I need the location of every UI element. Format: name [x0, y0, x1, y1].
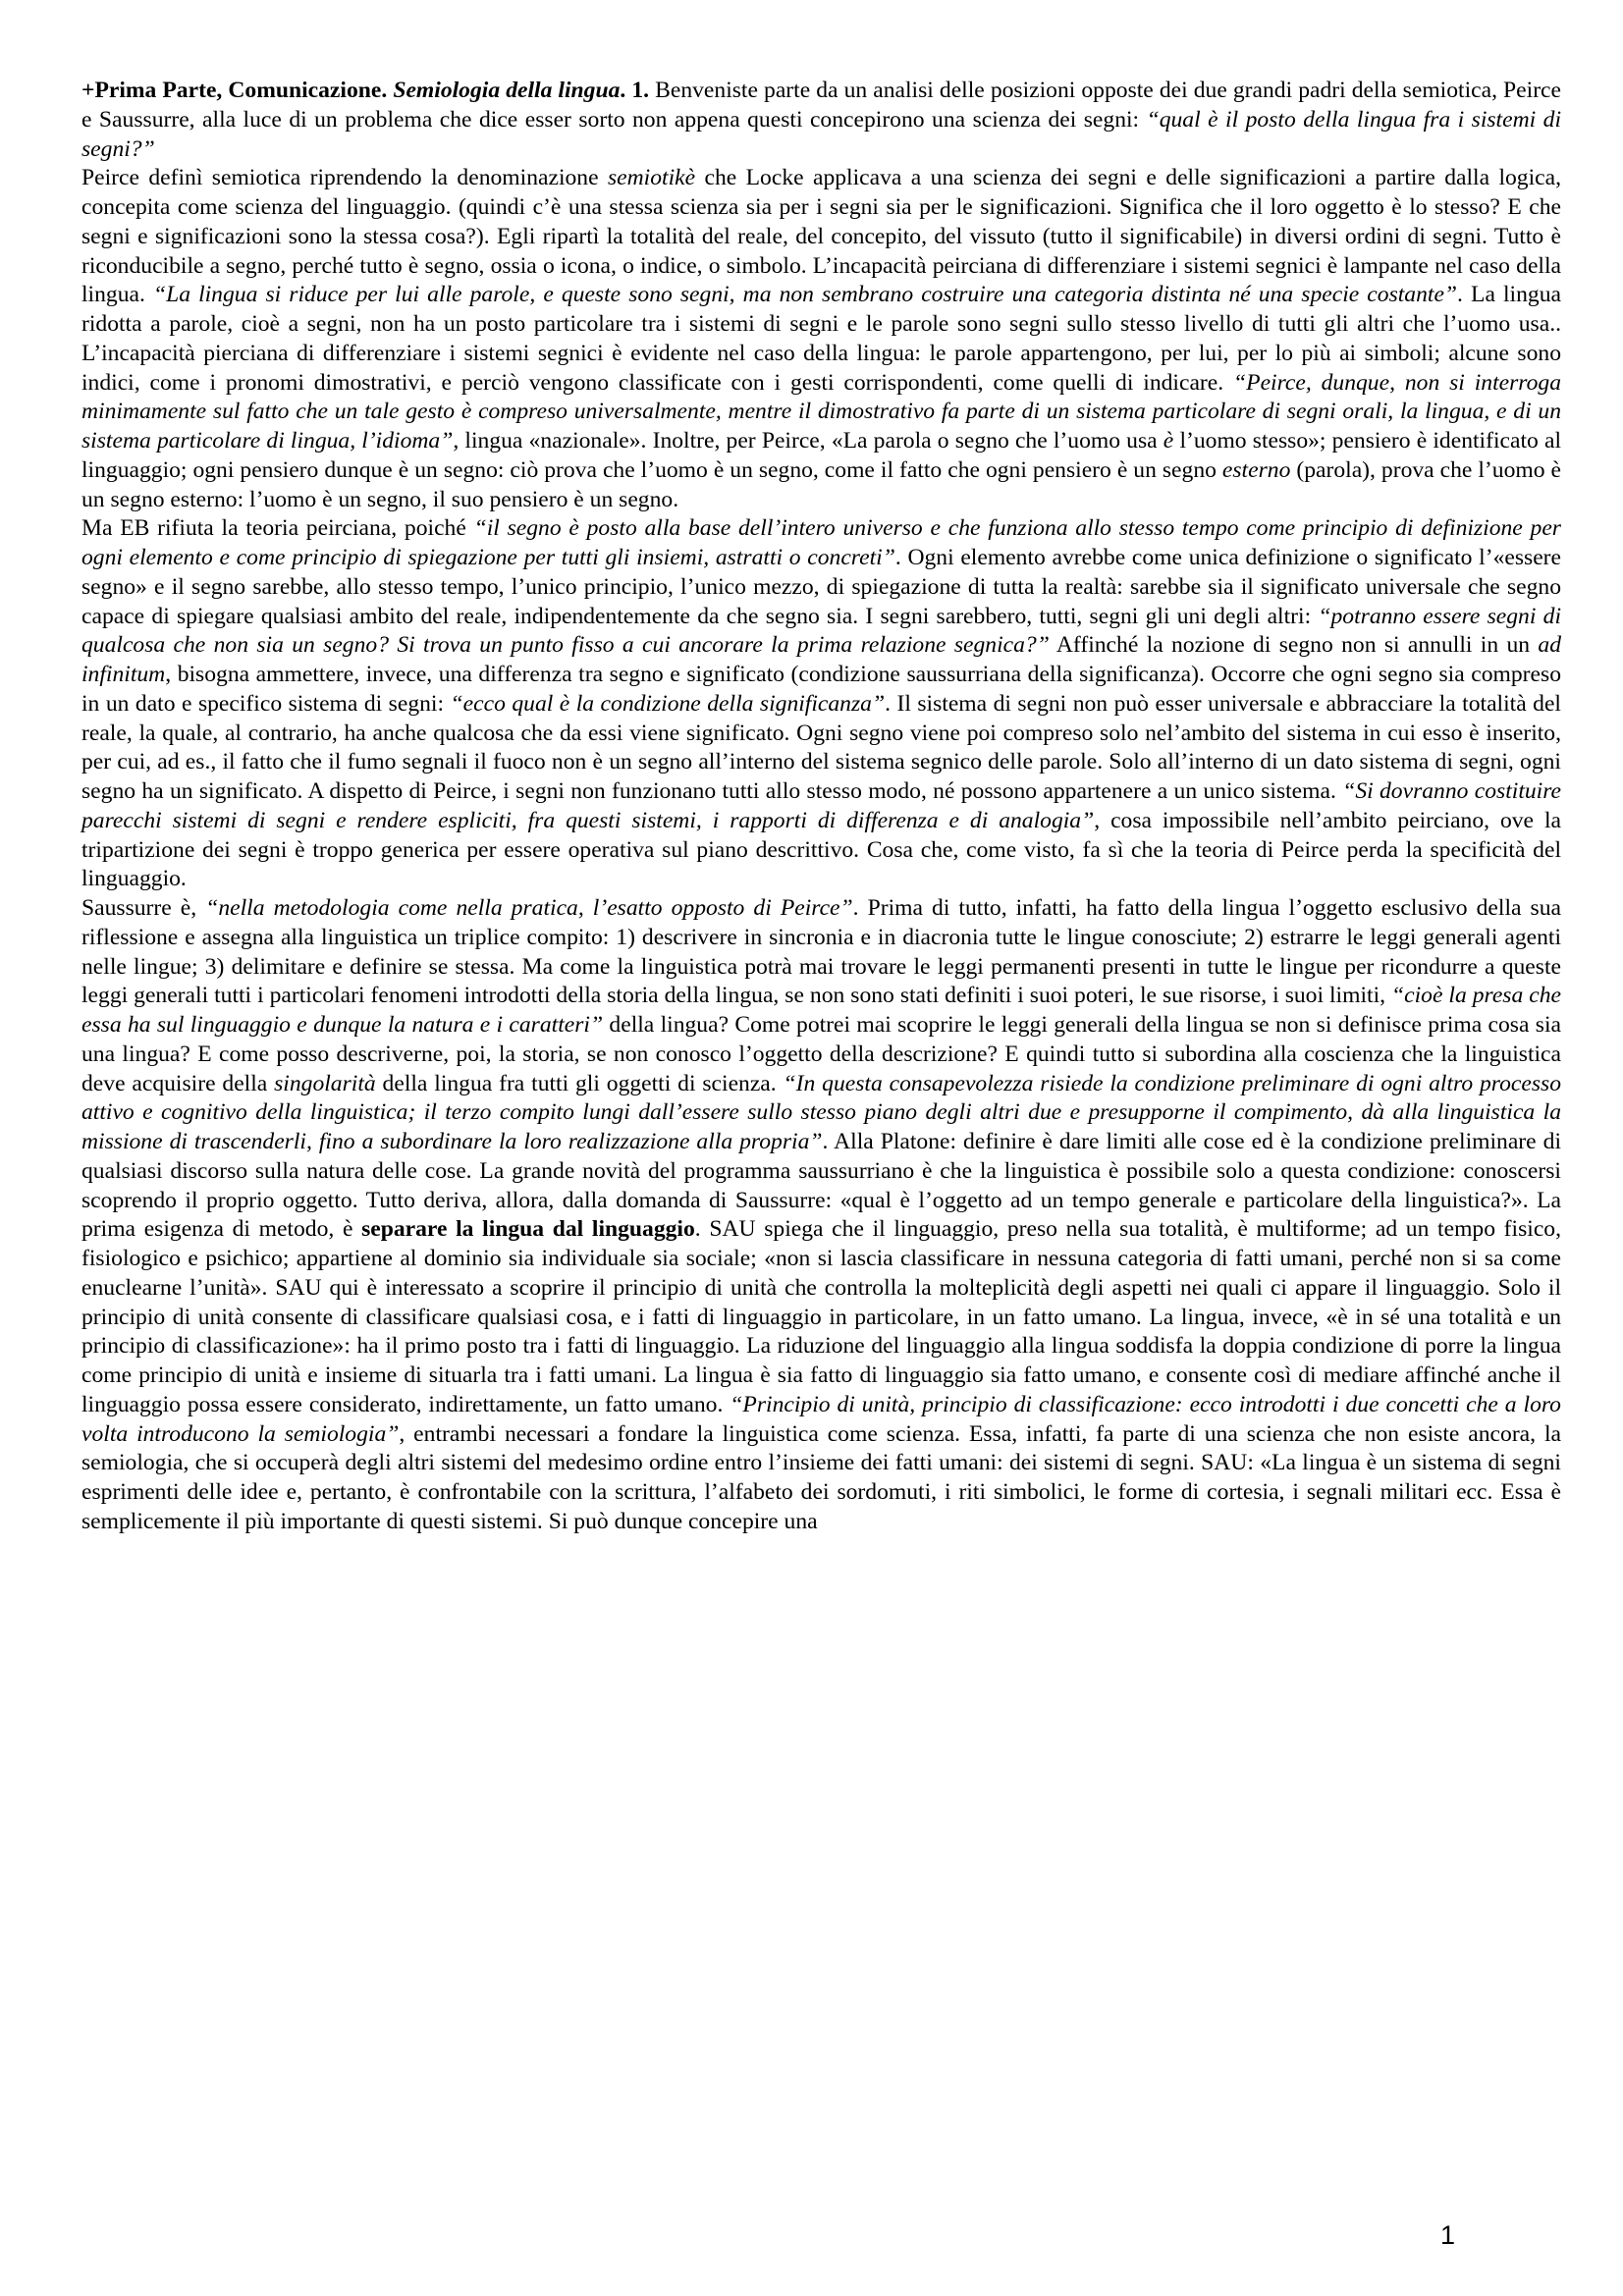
- bold-run: +Prima Parte, Comunicazione.: [81, 78, 394, 103]
- quote-run: “potranno essere segni di qualcosa che non sia un segno? Si trova un punto fisso a cui ancorare la prima relazione segnica?”: [81, 603, 1561, 659]
- text-run: . Ogni elemento avrebbe come unica definizione o significato l’«essere segno» e il segno sarebbe, allo stesso tempo, l’unico principio, l’unico mezzo, di spiegazione di tutta la realtà: sarebbe sia il significato universale che segno capace di spiegare qualsiasi ambito del reale, indipendentemente da che segno sia. I segni sarebbero, tutti, segni gli uni degli altri:: [81, 545, 1562, 629]
- text-run: Saussurre è,: [81, 895, 206, 921]
- paragraph-2: [81, 164, 1561, 514]
- text-run: . La lingua ridotta a parole, cioè a segni, non ha un posto particolare tra i sistemi di segni e le parole sono segni sullo stesso livello di tutti gli altri che l’uomo usa.. L’incapacità pierciana di differenziare i sistemi segnici è evidente nel caso della lingua: le parole appartengono, per lui, per lo più ai simboli; alcune sono indici, come i pronomi dimostrativi, e perciò vengono classificate con i gesti corrispondenti, come quelli di indicare.: [81, 282, 1561, 396]
- quote-run: “nella metodologia come nella pratica, l’esatto opposto di Peirce”: [205, 895, 853, 921]
- paragraph-3: [81, 514, 1561, 894]
- quote-run: “La lingua si riduce per lui alle parole, e queste sono segni, ma non sembrano costruire una categoria distinta né una specie costante”: [152, 282, 1458, 308]
- text-run: . Alla Platone: definire è dare limiti alle cose ed è la condizione preliminare di qualsiasi discorso sulla natura delle cose. La grande novità del programma saussurriano è che la linguistica è possibile solo a questa condizione: conoscersi scoprendo il proprio oggetto. Tutto deriva, allora, dalla domanda di Saussurre: «qual è l’oggetto ad un tempo generale e particolare della linguistica?». La prima esigenza di metodo, è: [81, 1129, 1561, 1243]
- text-run: della lingua? Come potrei mai scoprire le leggi generali della lingua se non si definisce prima cosa sia una lingua? E come posso descriverne, poi, la storia, se non conosco l’oggetto della descrizione? E quindi tutto si subordina alla coscienza che la linguistica deve acquisire della: [81, 1012, 1561, 1096]
- quote-run: “il segno è posto alla base dell’intero universo e che funziona allo stesso tempo come principio di definizione per ogni elemento e come principio di spiegazione per tutti gli insiemi, astratti o concreti”: [81, 515, 1561, 570]
- bold-run: . 1.: [620, 78, 650, 103]
- quote-run: esterno: [1221, 456, 1291, 483]
- quote-run: “qual è il posto della lingua fra i sistemi di segni?”: [81, 106, 1561, 162]
- text-run: Ma EB rifiuta la teoria peirciana, poiché: [81, 515, 474, 542]
- bold-run: Semiologia della lingua: [393, 78, 621, 103]
- text-run: , entrambi necessari a fondare la linguistica come scienza. Essa, infatti, fa parte di una scienza che non esiste ancora, la semiologia, che si occuperà degli altri sistemi del medesimo ordine entro l’insieme dei fatti umani: dei sistemi di segni. SAU: «La lingua è un sistema di segni esprimenti delle idee e, pertanto, è confrontabile con la scrittura, l’alfabeto dei sordomuti, i riti simbolici, le forme di cortesia, i segnali militari ecc. Essa è semplicemente il più importante di questi sistemi. Si può dunque concepire una: [81, 1420, 1561, 1534]
- quote-run: “Principio di unità, principio di classificazione: ecco introdotti i due concetti che a loro volta introducono la semiologia”: [81, 1391, 1561, 1447]
- quote-run: “Si dovranno costituire parecchi sistemi di segni e rendere espliciti, fra questi sistemi, i rapporti di differenza e di analogia”: [81, 778, 1561, 833]
- quote-run: è: [1163, 428, 1174, 454]
- quote-run: singolarità: [274, 1070, 376, 1096]
- text-run: Affinché la nozione di segno non si annulli in un: [1049, 632, 1539, 659]
- bold-run: separare la lingua dal linguaggio: [361, 1216, 695, 1243]
- text-run: , bisogna ammettere, invece, una differenza tra segno e significato (condizione saussurriana della significanza). Occorre che ogni segno sia compreso in un dato e specifico sistema di segni:: [81, 662, 1561, 717]
- text-run: . Il sistema di segni non può esser universale e abbracciare la totalità del reale, la quale, al contrario, ha anche qualcosa che da essi viene significato. Ogni segno viene poi compreso solo nel’ambito del sistema in cui esso è inserito, per cui, ad es., il fatto che il fumo segnali il fuoco non è un segno all’interno del sistema segnico delle parole. Solo all’interno di un dato sistema di segni, ogni segno ha un significato. A dispetto di Peirce, i segni non funzionano tutti allo stesso modo, né possono appartenere a un unico sistema.: [81, 690, 1561, 804]
- quote-run: ad infinitum: [81, 632, 1561, 687]
- quote-run: “Peirce, dunque, non si interroga minimamente sul fatto che un tale gesto è compreso universalmente, mentre il dimostrativo fa parte di un sistema particolare di segni orali, la lingua, e di un sistema particolare di lingua, l’idioma”: [81, 369, 1562, 454]
- page-number: 1: [1440, 2220, 1456, 2250]
- text-run: . Prima di tutto, infatti, ha fatto della lingua l’oggetto esclusivo della sua riflessione e assegna alla linguistica un triplice compito: 1) descrivere in sincronia e in diacronia tutte le lingue conosciute; 2) estrarre le leggi generali agenti nelle lingue; 3) delimitare e definire se stessa. Ma come la linguistica potrà mai trovare le leggi permanenti presenti in tutte le lingue per ricondurre a queste leggi generali tutti i particolari fenomeni introdotti della storia della lingua, se non sono stati definiti i suoi poteri, le sue risorse, i suoi limiti,: [81, 895, 1561, 1009]
- text-run: Benveniste parte da un analisi delle posizioni opposte dei due grandi padri della semiotica, Peirce e Saussurre, alla luce di un problema che dice esser sorto non appena questi concepirono una scienza dei segni:: [81, 78, 1561, 133]
- text-run: . SAU spiega che il linguaggio, preso nella sua totalità, è multiforme; ad un tempo fisico, fisiologico e psichico; appartiene al dominio sia individuale sia sociale; «non si lascia classificare in nessuna categoria di fatti umani, perché non si sa come enuclearne l’unità». SAU qui è interessato a scoprire il principio di unità che controlla la molteplicità degli aspetti nei quali ci appare il linguaggio. Solo il principio di unità consente di classificare qualsiasi cosa, e i fatti di linguaggio in particolare, in un fatto umano. La lingua, invece, «è in sé una totalità e un principio di classificazione»: ha il primo posto tra i fatti di linguaggio. La riduzione del linguaggio alla lingua soddisfa la doppia condizione di porre la lingua come principio di unità e insieme di situarla tra i fatti umani. La lingua è sia fatto di linguaggio sia fatto umano, e consente così di mediare affinché anche il linguaggio possa essere considerato, indirettamente, un fatto umano.: [81, 1216, 1561, 1417]
- document-body: [81, 77, 1561, 1537]
- quote-run: semiotikè: [607, 165, 696, 191]
- paragraph-1: [81, 77, 1561, 164]
- quote-run: “ecco qual è la condizione della significanza”: [450, 690, 886, 717]
- text-run: Peirce definì semiotica riprendendo la denominazione: [81, 165, 608, 191]
- text-run: della lingua fra tutti gli oggetti di scienza.: [375, 1070, 784, 1096]
- text-run: (parola), prova che l’uomo è un segno esterno: l’uomo è un segno, il suo pensiero è un segno.: [81, 456, 1561, 512]
- text-run: l’uomo stesso»; pensiero è identificato al linguaggio; ogni pensiero dunque è un segno: ciò prova che l’uomo è un segno, come il fatto che ogni pensiero è un segno: [81, 428, 1562, 483]
- text-run: , cosa impossibile nell’ambito peirciano, ove la tripartizione dei segni è troppo generica per essere operativa sul piano descrittivo. Cosa che, come visto, fa sì che la teoria di Peirce perda la specificità del linguaggio.: [81, 807, 1561, 892]
- paragraph-4: [81, 894, 1561, 1537]
- text-run: , lingua «nazionale». Inoltre, per Peirce, «La parola o segno che l’uomo usa: [453, 428, 1163, 454]
- quote-run: “cioè la presa che essa ha sul linguaggio e dunque la natura e i caratteri”: [81, 983, 1561, 1038]
- quote-run: “In questa consapevolezza risiede la condizione preliminare di ogni altro processo attivo e cognitivo della linguistica; il terzo compito lungi dall’essere sullo stesso piano degli altri due e presupporne il compimento, dà alla linguistica la missione di trascenderli, fino a subordinare la loro realizzazione alla propria”: [81, 1070, 1561, 1154]
- text-run: che Locke applicava a una scienza dei segni e delle significazioni a partire dalla logica, concepita come scienza del linguaggio. (quindi c’è una stessa scienza sia per i segni sia per le significazioni. Significa che il loro oggetto è lo stesso? E che segni e significazioni sono la stessa cosa?). Egli ripartì la totalità del reale, del concepito, del vissuto (tutto il significabile) in diversi ordini di segni. Tutto è riconducibile a segno, perché tutto è segno, ossia o icona, o indice, o simbolo. L’incapacità peirciana di differenziare i sistemi segnici è lampante nel caso della lingua.: [81, 165, 1561, 308]
